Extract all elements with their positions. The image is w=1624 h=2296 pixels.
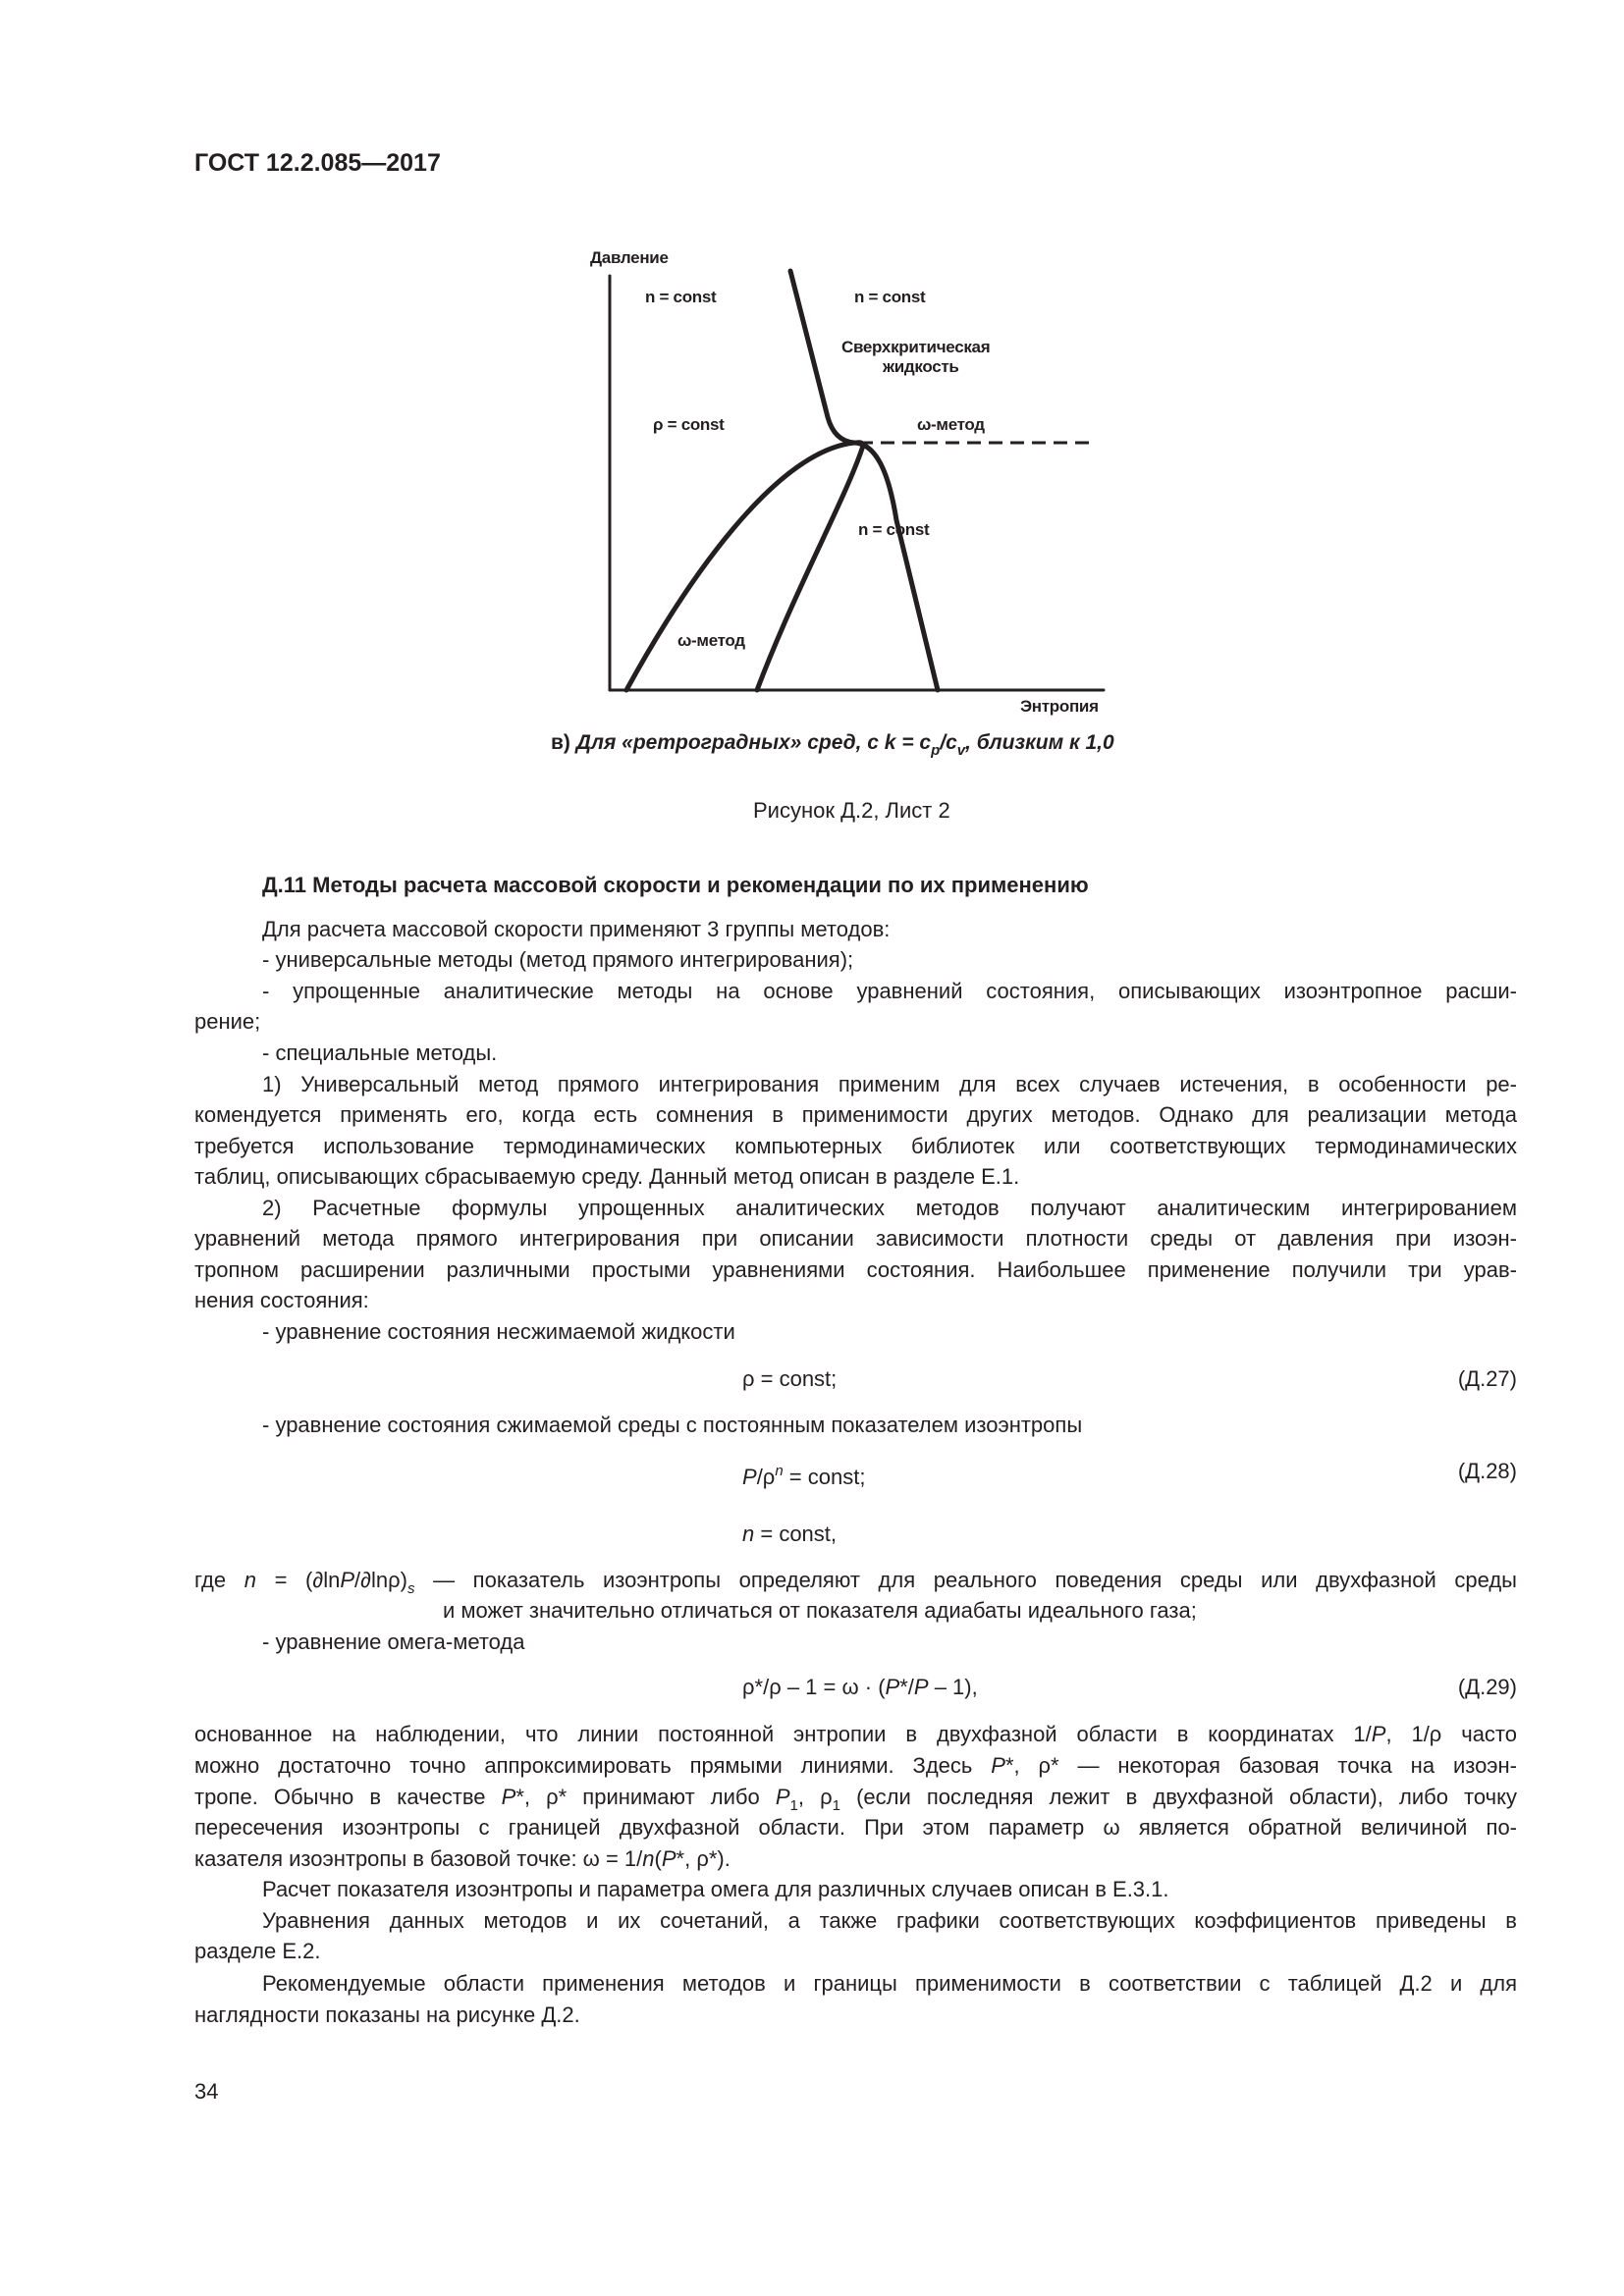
- definition-line: [443, 1596, 1197, 1626]
- paragraph-line: [194, 1286, 1517, 1315]
- text-segment: P: [340, 1568, 355, 1592]
- text-segment: казателя изоэнтропы в базовой точке: ω = 1/: [194, 1846, 643, 1871]
- text-segment: (: [654, 1846, 662, 1871]
- x-axis-label: Энтропия: [1020, 697, 1099, 716]
- text-segment: Расчет показателя изоэнтропы и параметра омега для различных случаев описан в Е.3.1.: [262, 1877, 1169, 1901]
- text-segment: и может значительно отличаться от показателя адиабаты идеального газа;: [443, 1598, 1197, 1623]
- two-phase-boundary-left: [626, 443, 854, 690]
- text-segment: P: [501, 1785, 516, 1809]
- text-segment: n: [742, 1522, 755, 1546]
- text-segment: *, ρ*).: [676, 1846, 731, 1871]
- text-segment: Для расчета массовой скорости применяют 3 группы методов:: [262, 917, 891, 941]
- text-segment: = const,: [754, 1522, 838, 1546]
- text-segment: /∂lnρ): [354, 1568, 407, 1592]
- equation-number: (Д.28): [1457, 1459, 1517, 1483]
- text-segment: требуется использование термодинамических компьютерных библиотек или соответствующих термодинамических: [194, 1134, 1517, 1158]
- text-segment: наглядности показаны на рисунке Д.2.: [194, 2002, 580, 2027]
- paragraph-line: [262, 1969, 1517, 1999]
- text-segment: – 1),: [928, 1675, 978, 1699]
- paragraph-line: [194, 1100, 1517, 1130]
- text-segment: n: [642, 1846, 655, 1871]
- paragraph-line: [194, 1813, 1517, 1842]
- region-label: ρ = const: [653, 415, 725, 434]
- paragraph-line: [194, 1255, 1517, 1285]
- paragraph-line: [262, 1906, 1517, 1936]
- text-segment: (если последняя лежит в двухфазной области), либо точку: [839, 1785, 1517, 1809]
- text-segment: 1: [832, 1797, 840, 1812]
- text-segment: , 1/ρ часто: [1385, 1722, 1517, 1746]
- phase-diagram: [0, 0, 1624, 785]
- text-segment: - специальные методы.: [262, 1041, 498, 1065]
- paragraph-line: [194, 1937, 1517, 1966]
- paragraph-line: [194, 1844, 1517, 1874]
- text-segment: P: [742, 1465, 757, 1489]
- list-item: [262, 1411, 1517, 1440]
- region-label: n = const: [854, 288, 926, 306]
- text-segment: уравнений метода прямого интегрирования при описании зависимости плотности среды от давления при изоэн-: [194, 1226, 1517, 1251]
- y-axis-label: Давление: [590, 248, 669, 267]
- paragraph-line: [262, 915, 1517, 944]
- equation-d28: [742, 1457, 866, 1489]
- region-label: n = const: [645, 288, 717, 306]
- two-phase-boundary-right: [854, 443, 938, 690]
- text-segment: Уравнения данных методов и их сочетаний, а также графики соответствующих коэффициентов приведены в: [262, 1908, 1517, 1933]
- paragraph-line: [194, 1720, 1517, 1749]
- caption-text: Для «ретроградных» сред, с k = c: [575, 731, 932, 754]
- text-segment: можно достаточно точно аппроксимировать прямыми линиями. Здесь: [194, 1753, 992, 1778]
- region-label: n = const: [858, 520, 930, 539]
- text-segment: P: [1371, 1722, 1386, 1746]
- text-segment: — показатель изоэнтропы определяют для реального поведения среды или двухфазной среды: [414, 1568, 1517, 1592]
- paragraph-line: [194, 1007, 1517, 1037]
- text-segment: - уравнение состояния сжимаемой среды с постоянным показателем изоэнтропы: [262, 1413, 1083, 1437]
- paragraph-line: [194, 1751, 1517, 1781]
- text-segment: 2) Расчетные формулы упрощенных аналитических методов получают аналитическим интегрированием: [262, 1196, 1517, 1220]
- text-segment: P: [991, 1753, 1005, 1778]
- text-segment: рение;: [194, 1009, 261, 1034]
- text-segment: комендуется применять его, когда есть сомнения в применимости других методов. Однако для реализации метода: [194, 1102, 1517, 1127]
- caption-text: , близким к 1,0: [965, 731, 1114, 754]
- figure-title: Рисунок Д.2, Лист 2: [753, 798, 950, 823]
- caption-text: /c: [940, 731, 957, 754]
- text-segment: s: [406, 1580, 415, 1595]
- figure-subcaption: [551, 731, 1114, 759]
- text-segment: */: [899, 1675, 914, 1699]
- list-item: [262, 1628, 1517, 1657]
- paragraph-line: [194, 1162, 1517, 1192]
- list-item: [262, 945, 1517, 975]
- text-segment: Рекомендуемые области применения методов и границы применимости в соответствии с таблицей Д.2 и для: [262, 1971, 1517, 1996]
- text-segment: *, ρ* принимают либо: [515, 1785, 776, 1809]
- text-segment: ρ = const;: [742, 1366, 838, 1391]
- text-segment: разделе Е.2.: [194, 1939, 321, 1963]
- text-segment: - уравнение состояния несжимаемой жидкости: [262, 1319, 735, 1344]
- text-segment: n: [244, 1568, 256, 1592]
- caption-prefix: в): [551, 731, 576, 754]
- text-segment: нения состояния:: [194, 1288, 369, 1312]
- text-segment: где: [194, 1568, 244, 1592]
- text-segment: = const;: [783, 1465, 866, 1489]
- text-segment: = (∂ln: [255, 1568, 341, 1592]
- equation-number: (Д.29): [1457, 1675, 1517, 1699]
- text-segment: 1) Универсальный метод прямого интегрирования применим для всех случаев истечения, в особенности ре-: [262, 1072, 1517, 1096]
- text-segment: тропном расширении различными простыми уравнениями состояния. Наибольшее применение получили три урав-: [194, 1257, 1517, 1282]
- region-label: ω-метод: [917, 415, 985, 434]
- text-segment: /ρ: [756, 1465, 776, 1489]
- caption-sub: v: [956, 742, 966, 759]
- paragraph-line: [194, 1132, 1517, 1161]
- document-header: ГОСТ 12.2.085—2017: [194, 149, 441, 177]
- paragraph-line: [194, 2001, 1517, 2030]
- text-segment: P: [661, 1846, 677, 1871]
- list-item: [262, 977, 1517, 1006]
- text-segment: ρ*/ρ – 1 = ω · (: [742, 1675, 886, 1699]
- paragraph-line: [194, 1224, 1517, 1254]
- caption-sub: p: [931, 742, 941, 759]
- isentrope-middle: [757, 443, 863, 690]
- text-segment: основанное на наблюдении, что линии постоянной энтропии в двухфазной области в координатах 1/: [194, 1722, 1372, 1746]
- section-heading: Д.11 Методы расчета массовой скорости и рекомендации по их применению: [262, 873, 1089, 897]
- text-segment: пересечения изоэнтропы с границей двухфазной области. При этом параметр ω является обратной величиной по-: [194, 1815, 1517, 1840]
- text-segment: - универсальные методы (метод прямого интегрирования);: [262, 947, 854, 972]
- text-segment: - упрощенные аналитические методы на основе уравнений состояния, описывающих изоэнтропное расши-: [262, 979, 1517, 1003]
- text-segment: тропе. Обычно в качестве: [194, 1785, 502, 1809]
- list-item: [262, 1317, 1517, 1347]
- equation-n-const: [742, 1520, 837, 1549]
- text-segment: P: [775, 1785, 790, 1809]
- paragraph-line: [262, 1875, 1517, 1904]
- text-segment: P: [885, 1675, 900, 1699]
- region-label: ω-метод: [677, 631, 745, 650]
- page-number: 34: [194, 2079, 219, 2104]
- definition-line: [194, 1566, 1517, 1595]
- region-label: Сверхкритическая: [841, 338, 991, 356]
- text-segment: 1: [789, 1797, 798, 1812]
- equation-d27: [742, 1364, 837, 1394]
- equation-d29: [742, 1673, 978, 1702]
- text-segment: P: [913, 1675, 929, 1699]
- text-segment: n: [775, 1463, 784, 1479]
- equation-number: (Д.27): [1457, 1366, 1517, 1391]
- paragraph-line: [194, 1783, 1517, 1812]
- text-segment: *, ρ* — некоторая базовая точка на изоэн-: [1004, 1753, 1517, 1778]
- list-item: [262, 1039, 1517, 1068]
- text-segment: таблиц, описывающих сбрасываемую среду. Данный метод описан в разделе Е.1.: [194, 1164, 1020, 1189]
- region-label: жидкость: [883, 357, 959, 376]
- paragraph-line: [262, 1194, 1517, 1223]
- paragraph-line: [262, 1070, 1517, 1099]
- text-segment: , ρ: [797, 1785, 833, 1809]
- text-segment: - уравнение омега-метода: [262, 1629, 525, 1654]
